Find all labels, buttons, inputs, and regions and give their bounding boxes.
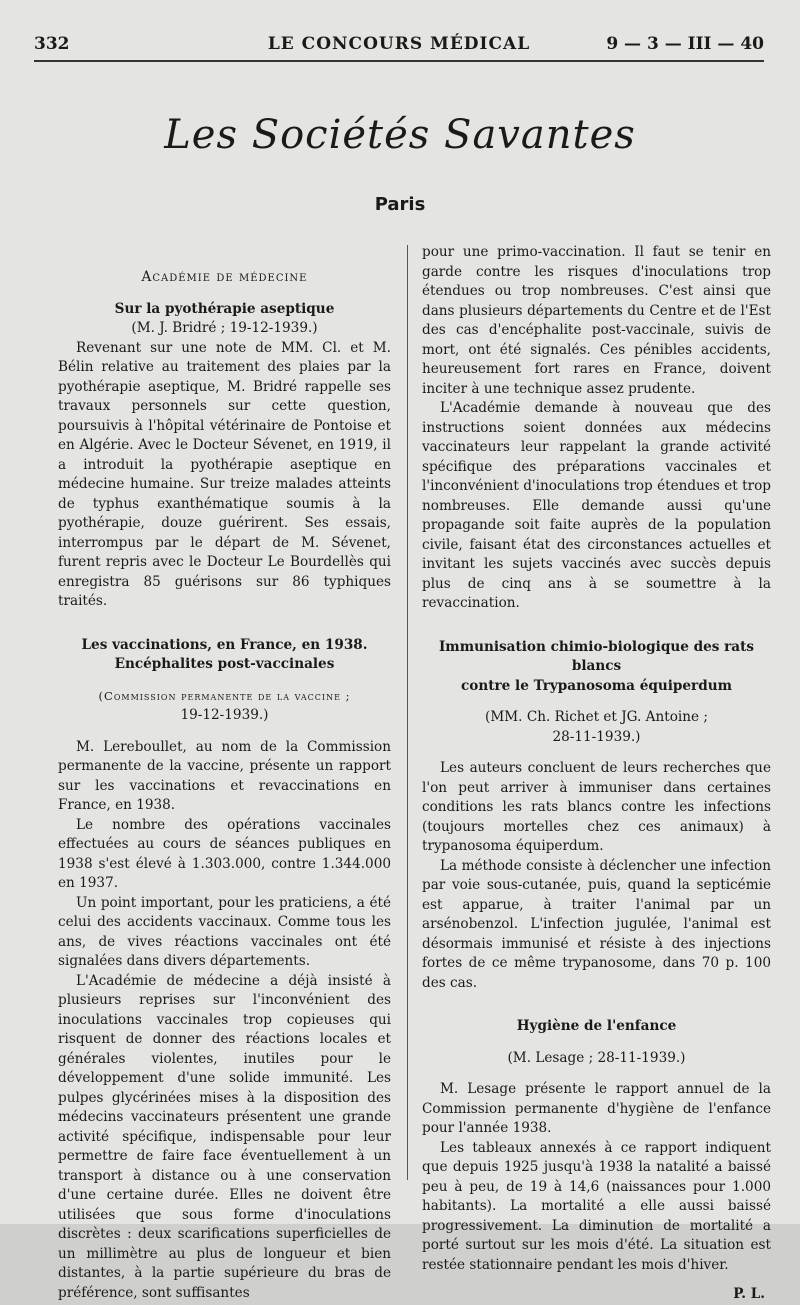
author-signature: P. L.	[733, 1286, 765, 1302]
article-2-paragraph-4: L'Académie de médecine a déjà insisté à plusieurs reprises sur l'inconvénient des inoculations vaccinales trop copieuses qui risquent de donner des réactions locales et générales violentes, inutiles pour le développement d'une solide immunité. Les pulpes glycérinées mises à la disposition des médecins vaccinateurs présentent une grande activité spécifique, indispensable pour leur permettre de faire face éventuellement à un transport à distance ou à une conservation d'une certaine durée. Elles ne doivent être utilisées que sous forme d'inoculations discrètes : deux scarifications superficielles de un millimètre au plus de longueur et bien distantes, à la partie supérieure du bras de préférence, sont suffisantes	[58, 972, 391, 1301]
article-2-paragraph-3: Un point important, pour les praticiens, a été celui des accidents vaccinaux. Comme tous les ans, de vives réactions vaccinales ont été signalées dans divers départements.	[58, 894, 391, 969]
article-3-paragraph-2: La méthode consiste à déclencher une infection par voie sous-cutanée, puis, quand la septicémie est apparue, à traiter l'animal par un arsénobenzol. L'infection jugulée, l'animal est désormais immunisé et résiste à des injections fortes de ce même trypanosome, dans 70 p. 100 des cas.	[422, 857, 771, 991]
article-1-byline: (M. J. Bridré ; 19-12-1939.)	[131, 320, 318, 336]
article-3-paragraph-1: Les auteurs concluent de leurs recherches que l'on peut arriver à immuniser dans certaines conditions les rats blancs contre les infections (toujours mortelles chez ces animaux) à trypanosoma équiperdum.	[422, 760, 771, 854]
page-number: 332	[34, 34, 70, 54]
article-2-paragraph-2: Le nombre des opérations vaccinales effectuées au cours de séances publiques en 1938 s'est élevé à 1.303.000, contre 1.344.000 en 1937.	[58, 816, 391, 891]
header-rule	[34, 60, 764, 62]
article-1-title: Sur la pyothérapie aseptique	[114, 300, 335, 317]
article-4-byline: (M. Lesage ; 28-11-1939.)	[507, 1049, 686, 1066]
continued-paragraph-1: pour une primo-vaccination. Il faut se tenir en garde contre les risques d'inoculations trop étendues ou trop nombreuses. C'est ainsi que dans plusieurs départements du Centre et de l'Est des cas d'encéphalite post-vaccinale, suivis de mort, ont été signalés. Ces pénibles accidents, heureusement fort rares en France, doivent inciter à une technique assez prudente.	[422, 244, 771, 397]
article-3-byline-line-2: 28-11-1939.)	[552, 728, 641, 745]
article-1-paragraph: Revenant sur une note de MM. Cl. et M. Bélin relative au traitement des plaies par la pyothérapie aseptique, M. Bridré rappelle ses travaux personnels sur cette question, poursuivis à l'hôpital vétérinaire de Pontoise et en Algérie. Avec le Docteur Sévenet, en 1919, il a introduit la pyothérapie aseptique en médecine humaine. Sur treize malades atteints de typhus exanthématique soumis à la pyothérapie, douze guérirent. Ses essais, interrompus par le départ de M. Sévenet, furent repris avec le Docteur Le Bourdellès qui enregistra 85 guérisons sur 86 typhiques traités.	[58, 339, 391, 609]
column-divider	[407, 245, 408, 1180]
article-3-title-line-2: contre le Trypanosoma équiperdum	[461, 677, 732, 694]
running-header	[34, 34, 764, 56]
right-column	[422, 243, 771, 1305]
article-4-title: Hygiène de l'enfance	[516, 1018, 677, 1034]
article-3-byline-line-1: (MM. Ch. Richet et JG. Antoine ;	[485, 709, 708, 725]
continued-paragraph-2: L'Académie demande à nouveau que des instructions soient données aux médecins vaccinateurs leur rappelant la grande activité spécifique des préparations vaccinales et l'inconvénient d'inoculations trop étendues et trop nombreuses. Elle demande aussi qu'une propagande soit faite auprès de la population civile, faisant état des circonstances actuelles et invitant les sujets vaccinés avec succès depuis plus de cinq ans à se soumettre à la revaccination.	[422, 400, 771, 611]
article-2-title-line-1: Les vaccinations, en France, en 1938.	[81, 636, 368, 653]
article-2-paragraph-1: M. Lereboullet, au nom de la Commission permanente de la vaccine, présente un rapport sur les vaccinations et revaccinations en France, en 1938.	[58, 738, 391, 813]
academie-heading: Académie de médecine	[141, 269, 308, 285]
article-2-byline-line-1: (Commission permanente de la vaccine ;	[98, 688, 351, 703]
issue-date: 9 — 3 — III — 40	[606, 34, 764, 54]
city-heading: Paris	[374, 194, 426, 215]
article-4-paragraph-1: M. Lesage présente le rapport annuel de la Commission permanente d'hygiène de l'enfance pour l'année 1938.	[422, 1081, 771, 1136]
article-4-paragraph-2: Les tableaux annexés à ce rapport indiquent que depuis 1925 jusqu'à 1938 la natalité a baissé peu à peu, de 19 à 14,6 (naissances pour 1.000 habitants). La mortalité a elle aussi baissé progressivement. La diminution de mortalité a porté surtout sur les mois d'été. La situation est restée stationnaire pendant les mois d'hiver.	[422, 1139, 771, 1273]
article-3-title-line-1: Immunisation chimio-biologique des rats blancs	[438, 638, 755, 674]
article-2-title-line-2: Encéphalites post-vaccinales	[114, 656, 335, 672]
left-column	[58, 268, 391, 1303]
article-2-byline-line-2: 19-12-1939.)	[180, 707, 269, 723]
section-title: Les Sociétés Savantes	[164, 112, 636, 158]
journal-title: LE CONCOURS MÉDICAL	[267, 34, 531, 54]
